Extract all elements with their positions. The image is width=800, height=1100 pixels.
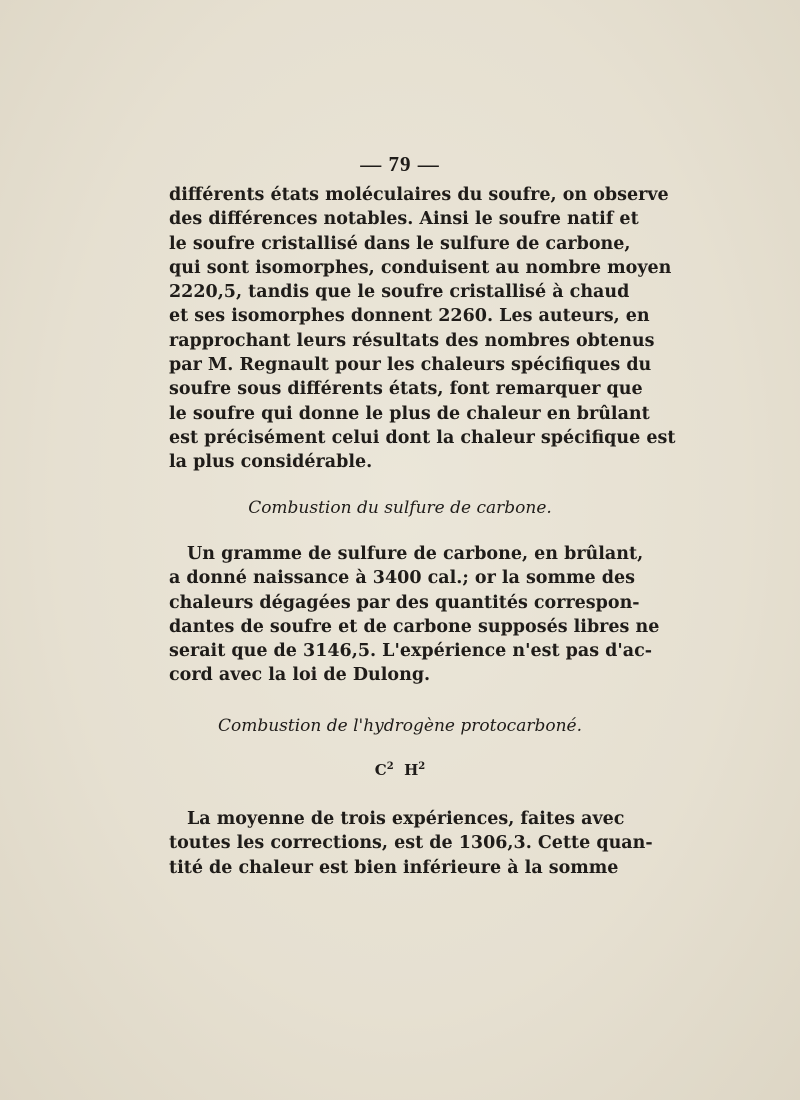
text-line: 2220,5, tandis que le soufre cristallisé à chaud <box>169 282 630 303</box>
text-line: dantes de soufre et de carbone supposés libres ne <box>169 616 660 637</box>
text-line: tité de chaleur est bien inférieure à la somme <box>169 857 619 878</box>
page-number: — 79 — <box>360 152 440 176</box>
text-line: serait que de 3146,5. L'expérience n'est pas d'ac- <box>169 641 653 662</box>
section-heading-carbon-sulfide: Combustion du sulfure de carbone. <box>248 498 552 518</box>
paragraph-sulfur-states <box>169 183 676 475</box>
chemical-formula <box>0 761 800 779</box>
section-heading-methane: Combustion de l'hydrogène protocarboné. <box>217 716 582 736</box>
text-line: qui sont isomorphes, conduisent au nombre moyen <box>169 257 672 278</box>
text-line: le soufre cristallisé dans le sulfure de carbone, <box>169 233 631 254</box>
text-line: chaleurs dégagées par des quantités correspon- <box>169 592 640 613</box>
formula-element-h: H <box>404 761 419 779</box>
formula-element-c: C <box>374 761 387 779</box>
text-line: Un gramme de sulfure de carbone, en brûlant, <box>187 544 644 564</box>
paragraph-carbon-sulfide <box>169 542 660 688</box>
text-line: différents états moléculaires du soufre, on observe <box>169 185 669 205</box>
text-line: rapprochant leurs résultats des nombres obtenus <box>169 330 655 351</box>
formula-subscript-c: 2 <box>386 761 394 772</box>
text-line: La moyenne de trois expériences, faites avec <box>187 809 625 829</box>
text-line: des différences notables. Ainsi le soufre natif et <box>169 209 639 230</box>
paragraph-methane <box>169 807 653 880</box>
text-line: cord avec la loi de Dulong. <box>169 665 431 686</box>
formula-subscript-h: 2 <box>418 761 426 772</box>
text-line: la plus considérable. <box>169 452 373 473</box>
text-line: a donné naissance à 3400 cal.; or la somme des <box>169 568 635 589</box>
text-line: toutes les corrections, est de 1306,3. Cette quan- <box>169 833 653 854</box>
text-line: le soufre qui donne le plus de chaleur en brûlant <box>169 403 650 424</box>
text-line: par M. Regnault pour les chaleurs spécifiques du <box>169 355 652 376</box>
text-line: et ses isomorphes donnent 2260. Les auteurs, en <box>169 306 650 327</box>
text-line: est précisément celui dont la chaleur spécifique est <box>169 427 676 448</box>
text-line: soufre sous différents états, font remarquer que <box>169 379 643 400</box>
